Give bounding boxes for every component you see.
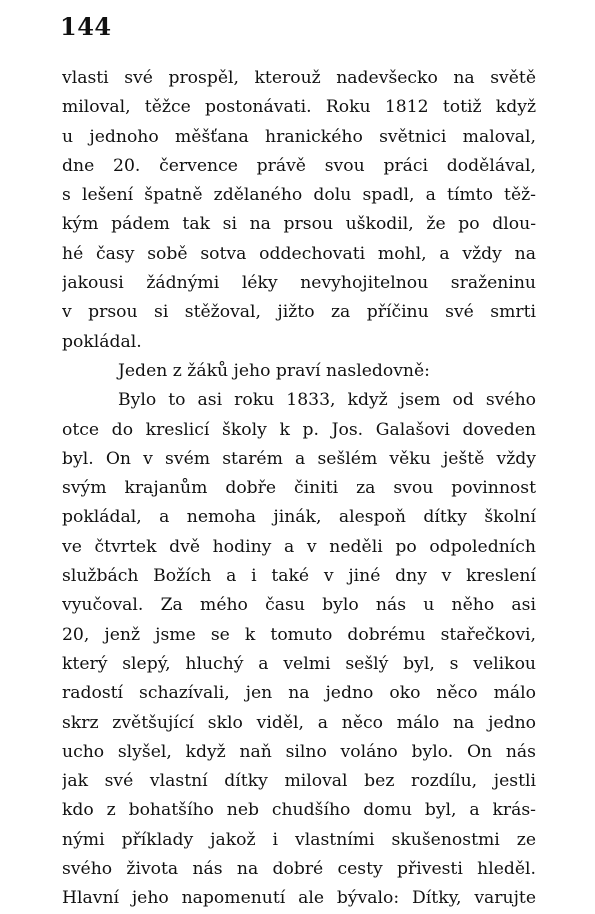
text-line: pokládal, a nemoha jinák, alespoň dítky školní [62, 507, 536, 528]
text-line: 20, jenž jsme se k tomuto dobrému stařečkovi, [62, 624, 536, 645]
text-line: Bylo to asi roku 1833, když jsem od svého [118, 390, 536, 411]
text-line: který slepý, hluchý a velmi sešlý byl, s velikou [62, 653, 536, 674]
text-line: hé časy sobě sotva oddechovati mohl, a vždy na [62, 243, 536, 264]
text-line: v prsou si stěžoval, jižto za příčinu své smrti [62, 302, 536, 323]
text-line: byl. On v svém starém a sešlém věku ještě vždy [62, 448, 536, 469]
text-line: jakousi žádnými léky nevyhojitelnou sraženinu [62, 273, 536, 294]
body-text [62, 64, 536, 914]
text-line: službách Božích a i také v jiné dny v kreslení [62, 566, 536, 587]
text-line: dne 20. července právě svou práci dodělával, [62, 155, 536, 176]
text-line: Hlavní jeho napomenutí ale bývalo: Dítky, varujte [62, 888, 536, 909]
text-line: vlasti své prospěl, kterouž nadevšecko na světě [62, 68, 536, 88]
text-line: s lešení špatně zdělaného dolu spadl, a tímto těž- [62, 185, 536, 206]
text-line: nými příklady jakož i vlastními skušenostmi ze [62, 829, 536, 850]
text-line: miloval, těžce postonávati. Roku 1812 totiž když [62, 97, 536, 118]
text-line: vyučoval. Za mého času bylo nás u něho asi [62, 595, 536, 616]
text-line: kým pádem tak si na prsou uškodil, že po dlou- [62, 214, 536, 235]
text-line: jak své vlastní dítky miloval bez rozdílu, jestli [62, 771, 536, 792]
text-line: ucho slyšel, když naň silno voláno bylo. On nás [62, 741, 536, 762]
text-line: ve čtvrtek dvě hodiny a v neděli po odpoledních [62, 536, 536, 557]
text-line: Jeden z žáků jeho praví nasledovně: [118, 360, 430, 381]
text-line: svým krajanům dobře činiti za svou povinnost [62, 478, 536, 499]
text-line: radostí schazívali, jen na jedno oko něco málo [62, 683, 536, 704]
text-line: otce do kreslicí školy k p. Jos. Galašovi doveden [62, 419, 536, 440]
text-line: svého života nás na dobré cesty přivesti hleděl. [62, 859, 536, 880]
text-line: kdo z bohatšího neb chudšího domu byl, a krás- [62, 800, 536, 821]
page-number: 144 [60, 12, 112, 41]
text-line: u jednoho měšťana hranického světnici maloval, [62, 126, 536, 147]
text-line: skrz zvětšující sklo viděl, a něco málo na jedno [62, 712, 536, 733]
text-line: pokládal. [62, 331, 142, 352]
